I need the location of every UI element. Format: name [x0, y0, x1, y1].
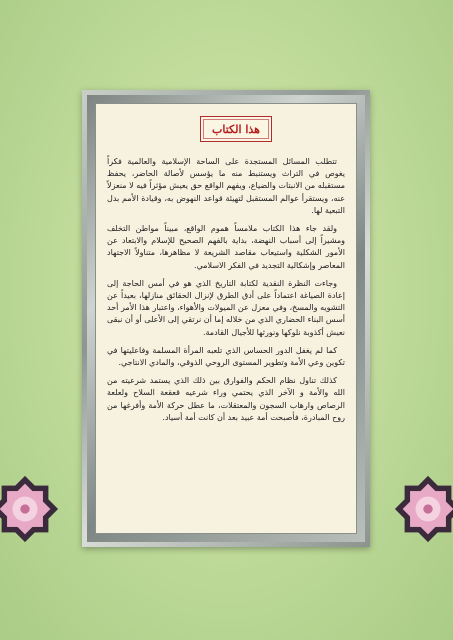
description-body [107, 156, 345, 430]
star-ornament-icon [389, 470, 453, 548]
section-title-box [200, 116, 272, 142]
frame-border [87, 95, 365, 542]
paragraph: تتطلب المسائل المستجدة على الساحة الإسلامية والعالمية فكراً يغوص في التراث ويستنبط منه ما يؤسس لأصالة الحاضر، يحفظ مستقبله من الانبتات والضياع، ويفهم الواقع حق يعيش مؤثراً فيه لا منعزلاً عنه، ويستقرأ عوالم المستقبل لتهيئة قواعد النهوض به، وقيادة الأمم بدل التبعية لها. [107, 157, 345, 215]
framed-text-panel [82, 90, 370, 547]
section-title: هذا الكتاب [212, 122, 260, 136]
paragraph: كما لم يغفل الدور الحساس الذي تلعبه المرأة المسلمة وفاعليتها في تكوين وعي الأمة وتطوير المستوى الروحي الذوقي، والمادي الانتاجي. [107, 345, 345, 368]
star-ornament-icon [0, 470, 64, 548]
decorative-star-tile-left [0, 470, 64, 548]
paragraph: ولقد جاء هذا الكتاب ملامساً هموم الواقع، مبيناً مواطن التخلف ومشيراً إلى أسباب النهضة، بداية بالفهم الصحيح للإسلام والابتعاد عن الأمور الشكلية واستيعاب مقاصد الشريعة لا مظاهرها، متناولاً الاجتهاد المعاصر وإشكالية التجديد في الفكر الاسلامي. [107, 224, 345, 270]
decorative-star-tile-right [389, 470, 453, 548]
text-page [95, 103, 357, 534]
paragraph: وجاءت النظرة النقدية لكتابة التاريخ الذي هو في أمس الحاجة إلى إعادة الصياغة اعتماداً على أدق الطرق لإنزال الحقائق منازلها، بعيداً عن التشويه والمسخ، وفي معزل عن الميولات والأهواء، واعتبار هذا الأمر أحد أسس البناء الحضاري الذي من خلاله إما أن نرتقي إلى الأعلى أو أن نبقى نعيش أكذوبة نلوكها ونورثها للأجيال القادمة. [107, 278, 345, 337]
paragraph: كذلك تناول نظام الحكم والفوارق بين ذلك الذي يستمد شرعيته من الله والأمة و الآخر الذي يحتمي وراء شرعيه قعقعة السلاح ولعلعة الرصاص وارهاب السجون والمعتقلات، ما عطل حركة الأمة وأفرغها من روح المبادرة، فأصبحت أمة عبيد بعد أن كانت أمة أسياد. [107, 376, 345, 422]
